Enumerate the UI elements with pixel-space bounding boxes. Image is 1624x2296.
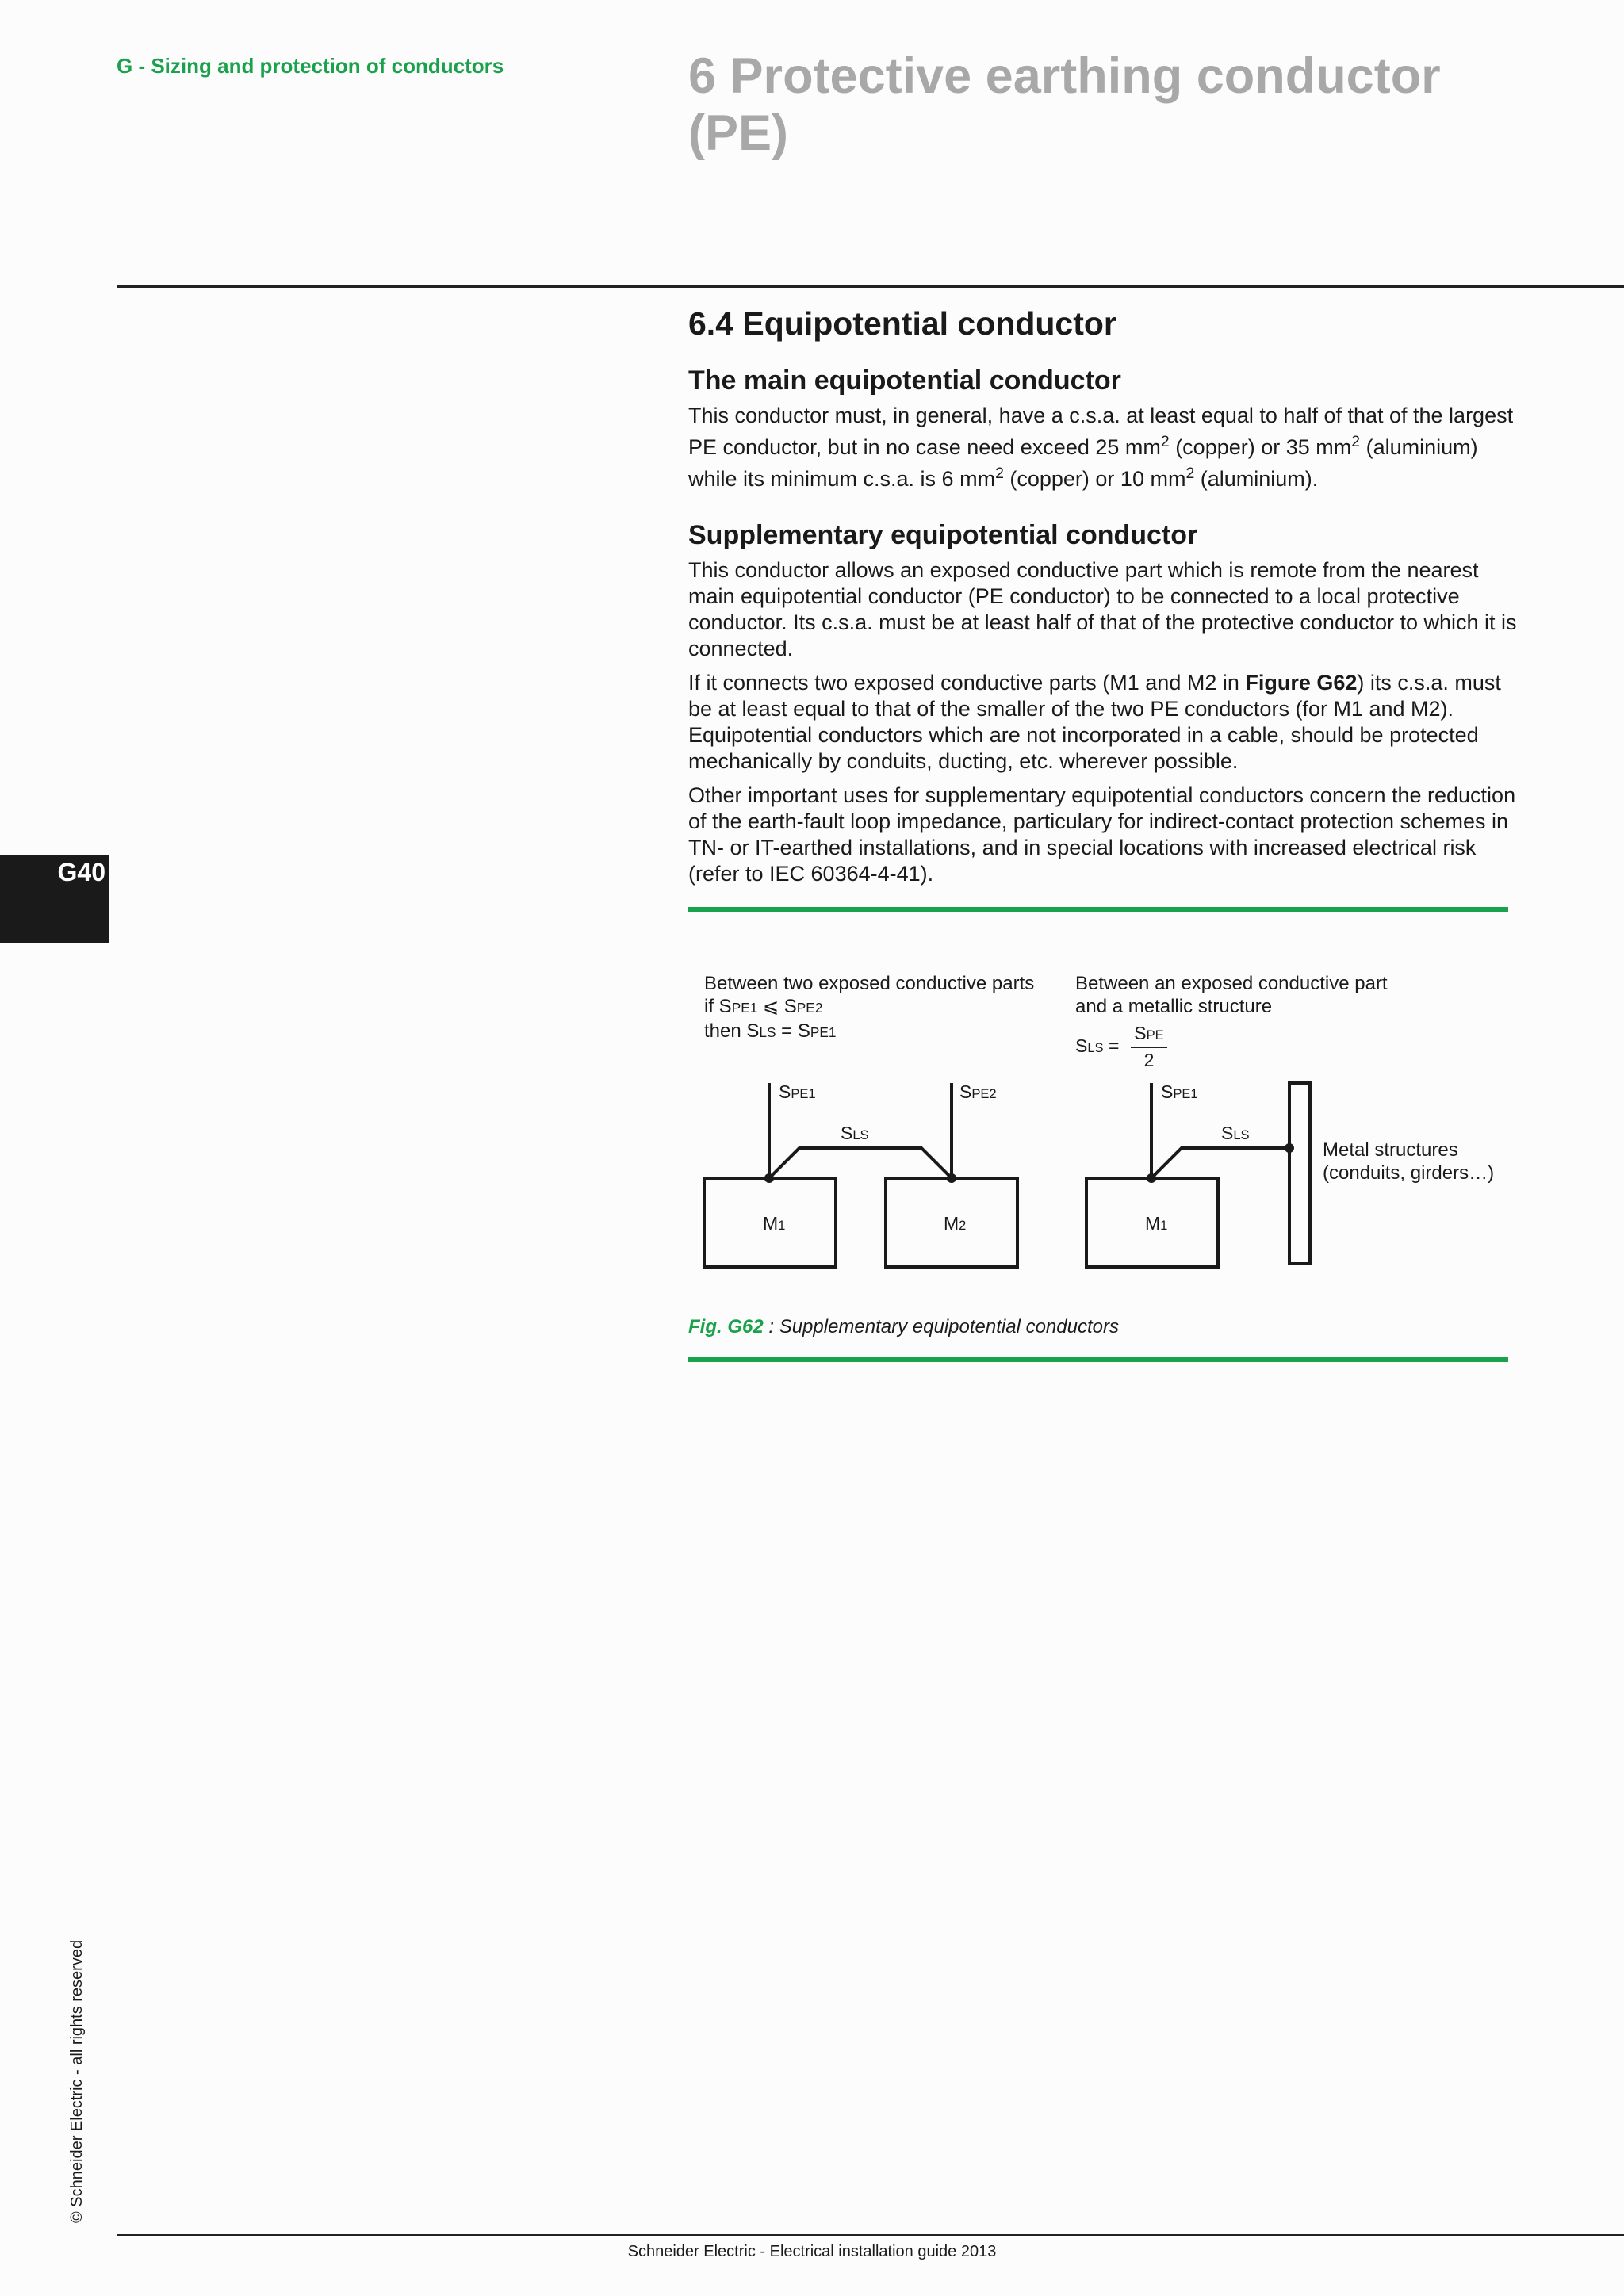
left-diagram-description: Between two exposed conductive parts if SPE1 ⩽ SPE2 then SLS = SPE1 <box>704 973 1035 1042</box>
main-equipotential-heading: The main equipotential conductor <box>688 365 1121 396</box>
page-footer: Schneider Electric - Electrical installation guide 2013 <box>627 2243 997 2260</box>
supplementary-heading: Supplementary equipotential conductor <box>688 520 1198 550</box>
junction-dot <box>1285 1143 1294 1153</box>
page-title: 6 Protective earthing conductor (PE) <box>688 48 1441 161</box>
figure-bottom-rule <box>688 1357 1508 1362</box>
junction-dot <box>764 1173 774 1183</box>
spe1-label-right: SPE1 <box>1161 1081 1198 1102</box>
metal-structure <box>1289 1083 1310 1264</box>
m2-label: M2 <box>944 1213 967 1234</box>
sls-formula-lhs: SLS = <box>1075 1035 1120 1056</box>
supplementary-paragraph-2: If it connects two exposed conductive parts (M1 and M2 in Figure G62) its c.s.a. must be at least equal to that of the smaller of the two PE conductors (for M1 and M2). Equipotential conductors which are not incorporated in a cable, should be protected mechanically by conduits, ducting, etc. wherever possible. <box>688 671 1501 773</box>
spe2-label: SPE2 <box>959 1081 997 1102</box>
main-equipotential-paragraph: This conductor must, in general, have a c.s.a. at least equal to half of that of the largest PE conductor, but in no case need exceed 25 $mm^2$ (copper) or 35 $mm^2$ (aluminium) while its minimum c.s.a. is 6 $mm^2$ (copper) or 10 $mm^2$ (aluminium). <box>688 404 1514 491</box>
figure-caption: Fig. G62 : Supplementary equipotential conductors <box>688 1316 1119 1337</box>
chapter-title: G - Sizing and protection of conductors <box>117 54 504 78</box>
section-heading: 6.4 Equipotential conductor <box>688 305 1116 342</box>
spe1-label-left: SPE1 <box>779 1081 816 1102</box>
copyright-notice: © Schneider Electric - all rights reserved <box>68 1939 86 2223</box>
junction-dot <box>947 1173 956 1183</box>
left-sls-conductor <box>769 1148 952 1178</box>
formula-denominator: 2 <box>1143 1050 1155 1070</box>
footer-rule <box>117 2234 1624 2236</box>
sls-label-right: SLS <box>1221 1123 1250 1143</box>
right-diagram-description: Between an exposed conductive part and a metallic structure <box>1075 973 1388 1017</box>
supplementary-paragraph-3: Other important uses for supplementary equipotential conductors concern the reduction of the earth-fault loop impedance, particulary for indirect-contact protection schemes in TN- or IT-earthed installations, and in special locations with increased electrical risk (refer to IEC 60364-4-41). <box>688 783 1516 886</box>
junction-dot <box>1147 1173 1156 1183</box>
metal-structures-label: Metal structures (conduits, girders…) <box>1323 1139 1495 1184</box>
sls-label-left: SLS <box>841 1123 869 1143</box>
page-number-tab: G40 <box>0 855 109 943</box>
m1-label-right: M1 <box>1145 1213 1168 1234</box>
formula-numerator: SPE <box>1134 1023 1164 1043</box>
m1-label-left: M1 <box>763 1213 786 1234</box>
supplementary-paragraph-1: This conductor allows an exposed conductive part which is remote from the nearest main equipotential conductor (PE conductor) to be connected to a local protective conductor. Its c.s.a. must be at least half of that of the protective conductor to which it is connected. <box>688 558 1517 660</box>
figure-reference[interactable]: Figure G62 <box>1245 671 1358 695</box>
right-sls-conductor <box>1151 1148 1289 1178</box>
